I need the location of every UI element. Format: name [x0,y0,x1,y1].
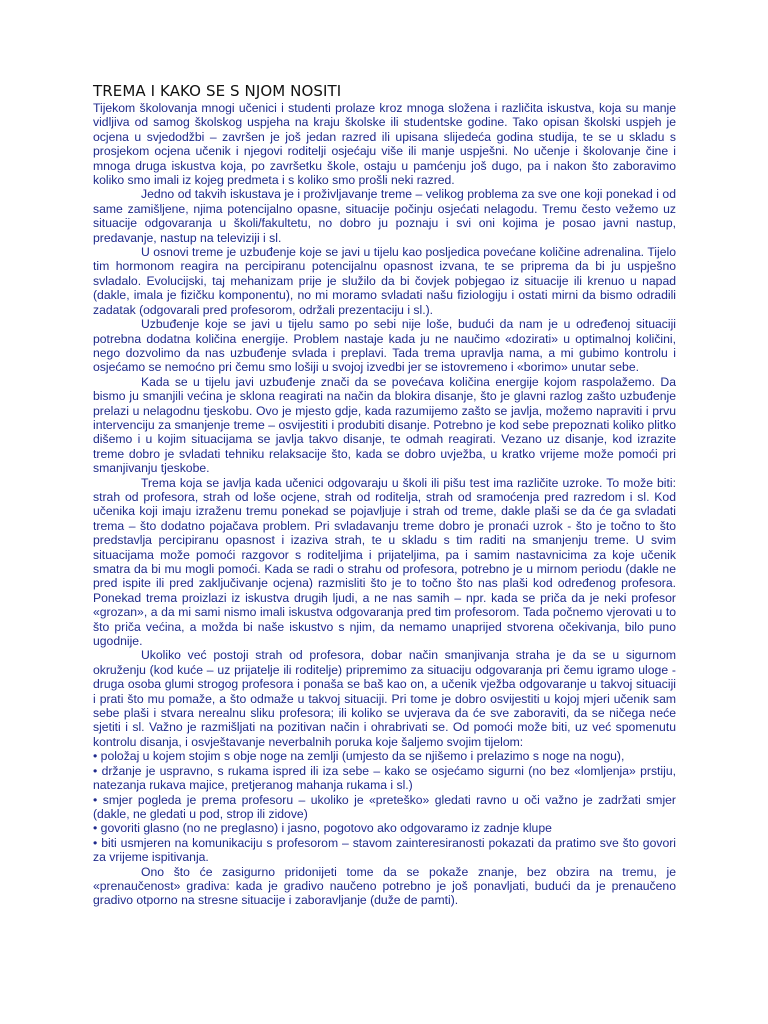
list-item [93,749,676,763]
paragraph-8: Ono što će zasigurno pridonijeti tome da se pokaže znanje, bez obzira na tremu, je «prenaučenost» gradiva: kada je gradivo naučeno potrebno je još ponavljati, budući da je prenaučeno gradivo otporno na stresne situacije i zaboravljanje (duže de pamti). [93,864,676,908]
bullet-icon: • [93,835,98,850]
body-language-list [93,749,676,864]
bullet-icon: • [93,763,98,778]
list-item [93,793,676,822]
paragraph-6: Trema koja se javlja kada učenici odgovaraju u školi ili pišu test ima različite uzroke. To može biti: strah od profesora, strah od loše ocjene, strah od roditelja, strah od sramoćenja pred razredom i sl. Kod učenika koji imaju izraženu tremu ponekad se pojavljuje i strah od treme, dakle plaši se da će ga svladati trema – što dodatno pojačava problem. Pri svladavanju treme dobro je pronaći uzrok - što je točno to što predstavlja percipiranu opasnost i izaziva strah, te u skladu s tim raditi na smanjenju treme. U svim situacijama može pomoći razgovor s roditeljima i prijateljima, pa i samim nastavnicima za koje učenik smatra da bi mu mogli pomoći. Kada se radi o strahu od profesora, potrebno je u mirnom periodu (dakle ne pred ispite ili pred zaključivanje ocjena) razmisliti što je to točno što nas plaši kod određenog profesora. Ponekad trema proizlazi iz iskustva drugih ljudi, a ne nas samih – npr. kada se priča da je neki profesor «grozan», a da mi sami nismo imali iskustva odgovaranja pred tim profesorom. Tada počnemo vjerovati u to što priča većina, a možda bi naše iskustvo s njim, da nemamo unaprijed stvorena očekivanja, bilo puno ugodnije. [93,475,676,649]
paragraph-7: Ukoliko već postoji strah od profesora, dobar način smanjivanja straha je da se u sigurnom okruženju (kod kuće – uz prijatelje ili roditelje) pripremimo za situaciju odgovaranja pri čemu igramo uloge - druga osoba glumi strogog profesora i ponaša se baš kao on, a učenik vježba odgovaranje u takvoj situaciji i prati što mu pomaže, a što odmaže u takvoj situaciji. Pri tome je dobro osvijestiti u kojoj mjeri učenik sam sebe plaši i stvara nerealnu sliku profesora; ili koliko se uvjerava da će sve zaboraviti, da se ničega neće sjetiti i sl. Važno je razmišljati na pozitivan način i ohrabrivati se. Od pomoći može biti, uz već spomenutu kontrolu disanja, i osvještavanje neverbalnih poruka koje šaljemo svojim tijelom: [93,648,676,749]
list-item-text: položaj u kojem stojim s obje noge na zemlji (umjesto da se njišemo i prelazimo s noge na nogu), [100,749,625,764]
document-body [93,101,676,908]
bullet-icon: • [93,821,98,836]
list-item-text: govoriti glasno (no ne preglasno) i jasno, pogotovo ako odgovaramo iz zadnje klupe [100,821,552,836]
paragraph-4: Uzbuđenje koje se javi u tijelu samo po sebi nije loše, budući da nam je u određenoj situaciji potrebna dodatna količina energije. Problem nastaje kada ju ne naučimo «dozirati» u optimalnoj količini, nego dozvolimo da nas uzbuđenje svlada i preplavi. Tada trema upravlja nama, a mi gubimo kontrolu i osjećamo se nemoćno pri čemu smo lošiji u svojoj izvedbi jer se istovremeno i «borimo» unutar sebe. [93,317,676,375]
document-title: TREMA I KAKO SE S NJOM NOSITI [93,82,342,100]
paragraph-3: U osnovi treme je uzbuđenje koje se javi u tijelu kao posljedica povećane količine adrenalina. Tijelo tim hormonom reagira na percipiranu potencijalnu opasnost izvana, te se priprema da bi ju uspješno svladalo. Evolucijski, taj mehanizam prije je služilo da bi čovjek pobjegao iz situacije ili krenuo u napad (dakle, imala je fizičku komponentu), no mi moramo svladati našu fiziologiju i ostati mirni da bismo odradili zadatak (odgovarali pred profesorom, održali prezentaciju i sl.). [93,245,676,317]
document-page [93,82,676,908]
list-item [93,821,676,835]
paragraph-1: Tijekom školovanja mnogi učenici i studenti prolaze kroz mnoga složena i različita iskustva, koja su manje vidljiva od samog školskog uspjeha na kraju školske ili studentske godine. Tako opisan školski uspjeh je ocjena u svjedodžbi – završen je još jedan razred ili upisana slijedeća godina studija, te se u skladu s prosjekom ocjena učenik i njegovi roditelji osjećaju više ili manje uspješni. No učenje i školovanje čine i mnoga druga iskustva koja, po završetku škole, ostaju u pamćenju još dugo, pa i nakon što zaboravimo koliko smo imali iz kojeg predmeta i s koliko smo prošli neki razred. [93,101,676,188]
bullet-icon: • [93,749,98,764]
paragraph-2: Jedno od takvih iskustava je i proživljavanje treme – velikog problema za sve one koji ponekad i od same zamišljene, njima potencijalno opasne, situacije počinju osjećati nelagodu. Tremu često vežemo uz situacije odgovaranja u školi/fakultetu, no dobro ju poznaju i svi oni kojima je posao javni nastup, predavanje, nastup na televiziji i sl. [93,187,676,245]
list-item-text: smjer pogleda je prema profesoru – ukoliko je «preteško» gledati ravno u oči važno je zadržati smjer (dakle, ne gledati u pod, strop ili zidove) [93,792,676,821]
list-item [93,836,676,865]
list-item [93,764,676,793]
list-item-text: držanje je uspravno, s rukama ispred ili iza sebe – kako se osjećamo sigurni (no bez «lomljenja» prstiju, natezanja rukava majice, pretjeranog mahanja rukama i sl.) [93,763,677,793]
bullet-icon: • [93,792,98,807]
list-item-text: biti usmjeren na komunikaciju s profesorom – stavom zainteresiranosti pokazati da pratimo sve što govori za vrijeme ispitivanja. [93,835,677,865]
paragraph-5: Kada se u tijelu javi uzbuđenje znači da se povećava količina energije kojom raspolažemo. Da bismo ju smanjili većina je sklona reagirati na način da blokira disanje, što je glavni razlog zašto uzbuđenje prelazi u nelagodnu tjeskobu. Ovo je mjesto gdje, kada razumijemo zašto se javlja, možemo napraviti i prvu intervenciju za smanjenje treme – osvijestiti i produbiti disanje. Potrebno je kod sebe prepoznati koliko plitko dišemo i u kojim situacijama se javlja takvo disanje, te odmah reagirati. Vezano uz disanje, kod izrazite treme dobro je svladati tehniku relaksacije što, kada se dobro uvježba, u kratko vrijeme može pomoći pri smanjivanju tjeskobe. [93,374,676,476]
